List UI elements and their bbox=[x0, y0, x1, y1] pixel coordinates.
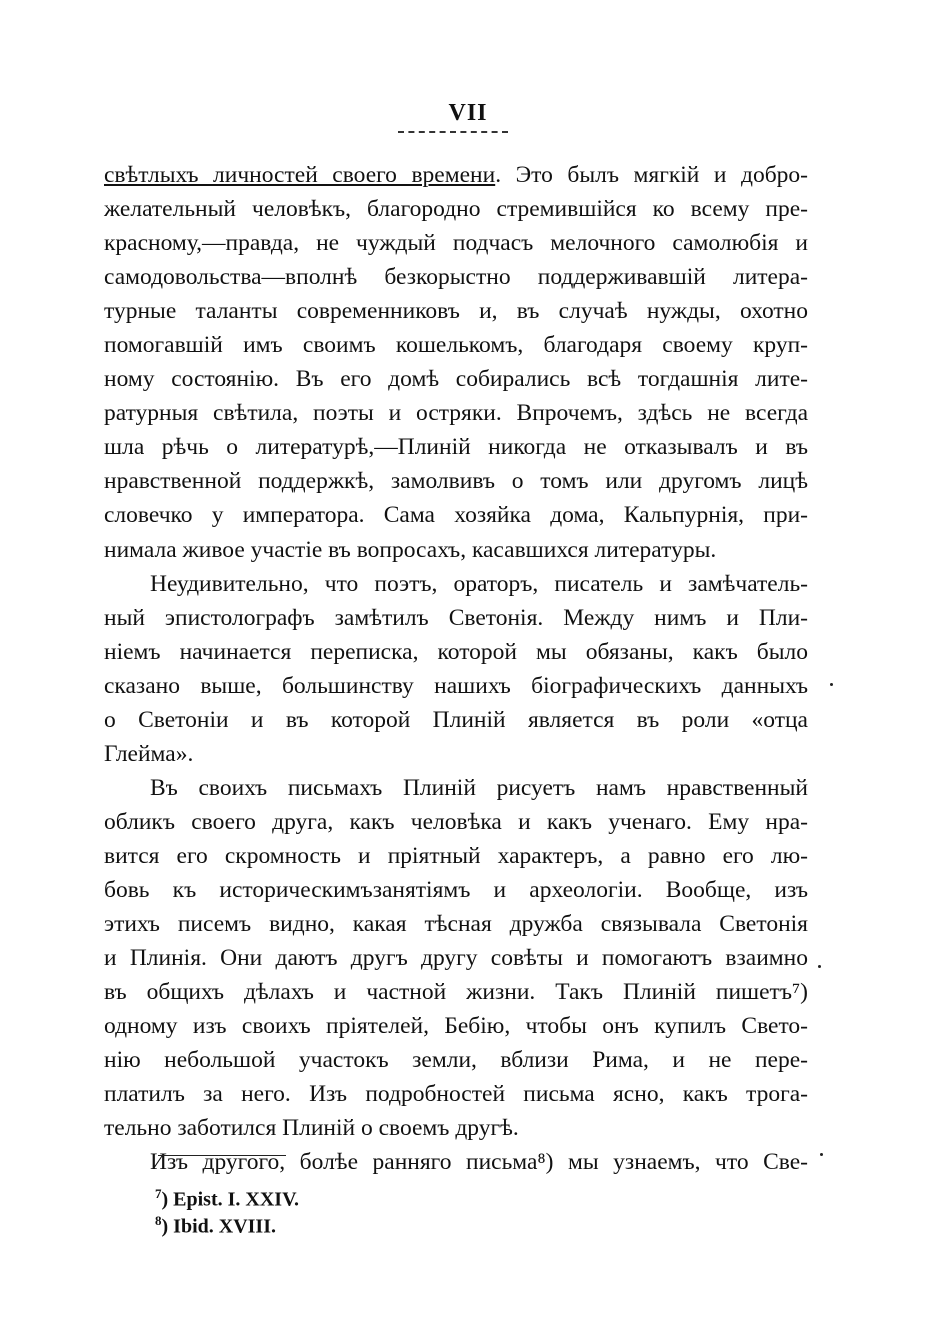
text-line: въ общихъ дѣлахъ и частной жизни. Такъ Плиній пишетъ⁷) bbox=[104, 979, 808, 1006]
text-line: нимала живое участіе въ вопросахъ, касавшихся литературы. bbox=[104, 536, 717, 563]
text-line: бовь къ историческимъзанятіямъ и археологіи. Вообще, изъ bbox=[104, 876, 808, 903]
footnote-text: ) Ibid. XVIII. bbox=[161, 1215, 276, 1238]
text-line: нравственной поддержкѣ, замолвивъ о томъ или другомъ лицѣ bbox=[104, 468, 808, 495]
text-line: шла рѣчь о литературѣ,—Плиній никогда не отказывалъ и въ bbox=[104, 434, 808, 461]
scan-speck bbox=[820, 1153, 823, 1156]
underlined-phrase: свѣтлыхъ личностей своего времени bbox=[104, 162, 496, 188]
page-number: VII bbox=[448, 100, 488, 126]
text-line: ный эпистолографъ замѣтилъ Светонія. Между нимъ и Пли- bbox=[104, 604, 808, 631]
text-line: о Светоніи и въ которой Плиній является въ роли «отца bbox=[104, 706, 808, 733]
text-line: помогавшій имъ своимъ кошелькомъ, благодаря своему круп- bbox=[104, 332, 808, 359]
text-line: турные таланты современниковъ и, въ случаѣ нужды, охотно bbox=[104, 298, 808, 325]
text-line: желательный человѣкъ, благородно стремившійся ко всему пре- bbox=[104, 196, 808, 223]
footnote-mark: 7 bbox=[155, 1186, 162, 1201]
scan-speck bbox=[818, 965, 821, 968]
text-line: обликъ своего друга, какъ человѣка и какъ ученаго. Ему нра- bbox=[104, 808, 808, 835]
text-line: сказано выше, большинству нашихъ біографическихъ данныхъ bbox=[104, 672, 808, 699]
text-line: тельно заботился Плиній о своемъ другѣ. bbox=[104, 1115, 519, 1142]
scan-speck bbox=[830, 683, 833, 686]
footnotes bbox=[155, 1180, 299, 1238]
text-line: ному состоянію. Въ его домѣ собирались всѣ тогдашнія лите- bbox=[104, 366, 808, 393]
footnote-mark: 8 bbox=[155, 1213, 162, 1228]
text-line: одному изъ своихъ пріятелей, Бебію, чтобы онъ купилъ Свето- bbox=[104, 1013, 808, 1040]
text-line: этихъ писемъ видно, какая тѣсная дружба связывала Светонія bbox=[104, 911, 808, 938]
text-line: свѣтлыхъ личностей своего времени. Это былъ мягкій и добро- bbox=[104, 162, 808, 188]
text-line: словечко у императора. Сама хозяйка дома, Кальпурнія, при- bbox=[104, 502, 808, 529]
text-line: и Плинія. Они даютъ другъ другу совѣты и помогаютъ взаимно bbox=[104, 945, 808, 972]
text-line: Въ своихъ письмахъ Плиній рисуетъ намъ нравственный bbox=[150, 774, 808, 801]
text-line: платилъ за него. Изъ подробностей письма ясно, какъ трога- bbox=[104, 1081, 808, 1108]
text-line: Неудивительно, что поэтъ, ораторъ, писатель и замѣчатель- bbox=[150, 570, 808, 597]
text-line: ратурныя свѣтила, поэты и остряки. Впрочемъ, здѣсь не всегда bbox=[104, 400, 808, 427]
footnote bbox=[155, 1207, 299, 1238]
text-line: вится его скромность и пріятный характеръ, а равно его лю- bbox=[104, 842, 808, 869]
text-line: нію небольшой участокъ земли, вблизи Рима, и не пере- bbox=[104, 1047, 808, 1074]
text-line: Глейма». bbox=[104, 740, 194, 767]
footnote-text: ) Epist. I. XXIV. bbox=[161, 1188, 299, 1211]
text-line: красному,—правда, не чуждый подчасъ мелочного самолюбія и bbox=[104, 230, 808, 257]
text-line: ніемъ начинается переписка, которой мы обязаны, какъ было bbox=[104, 638, 808, 665]
text-line: самодовольства—вполнѣ безкорыстно поддерживавшій литера- bbox=[104, 264, 808, 291]
text-line: Изъ другого, болѣе ранняго письма⁸) мы узнаемъ, что Све- bbox=[150, 1149, 808, 1176]
footnote-rule bbox=[158, 1155, 286, 1156]
body-text bbox=[104, 158, 808, 1179]
footnote bbox=[155, 1180, 299, 1211]
page-number-rule bbox=[398, 131, 508, 133]
